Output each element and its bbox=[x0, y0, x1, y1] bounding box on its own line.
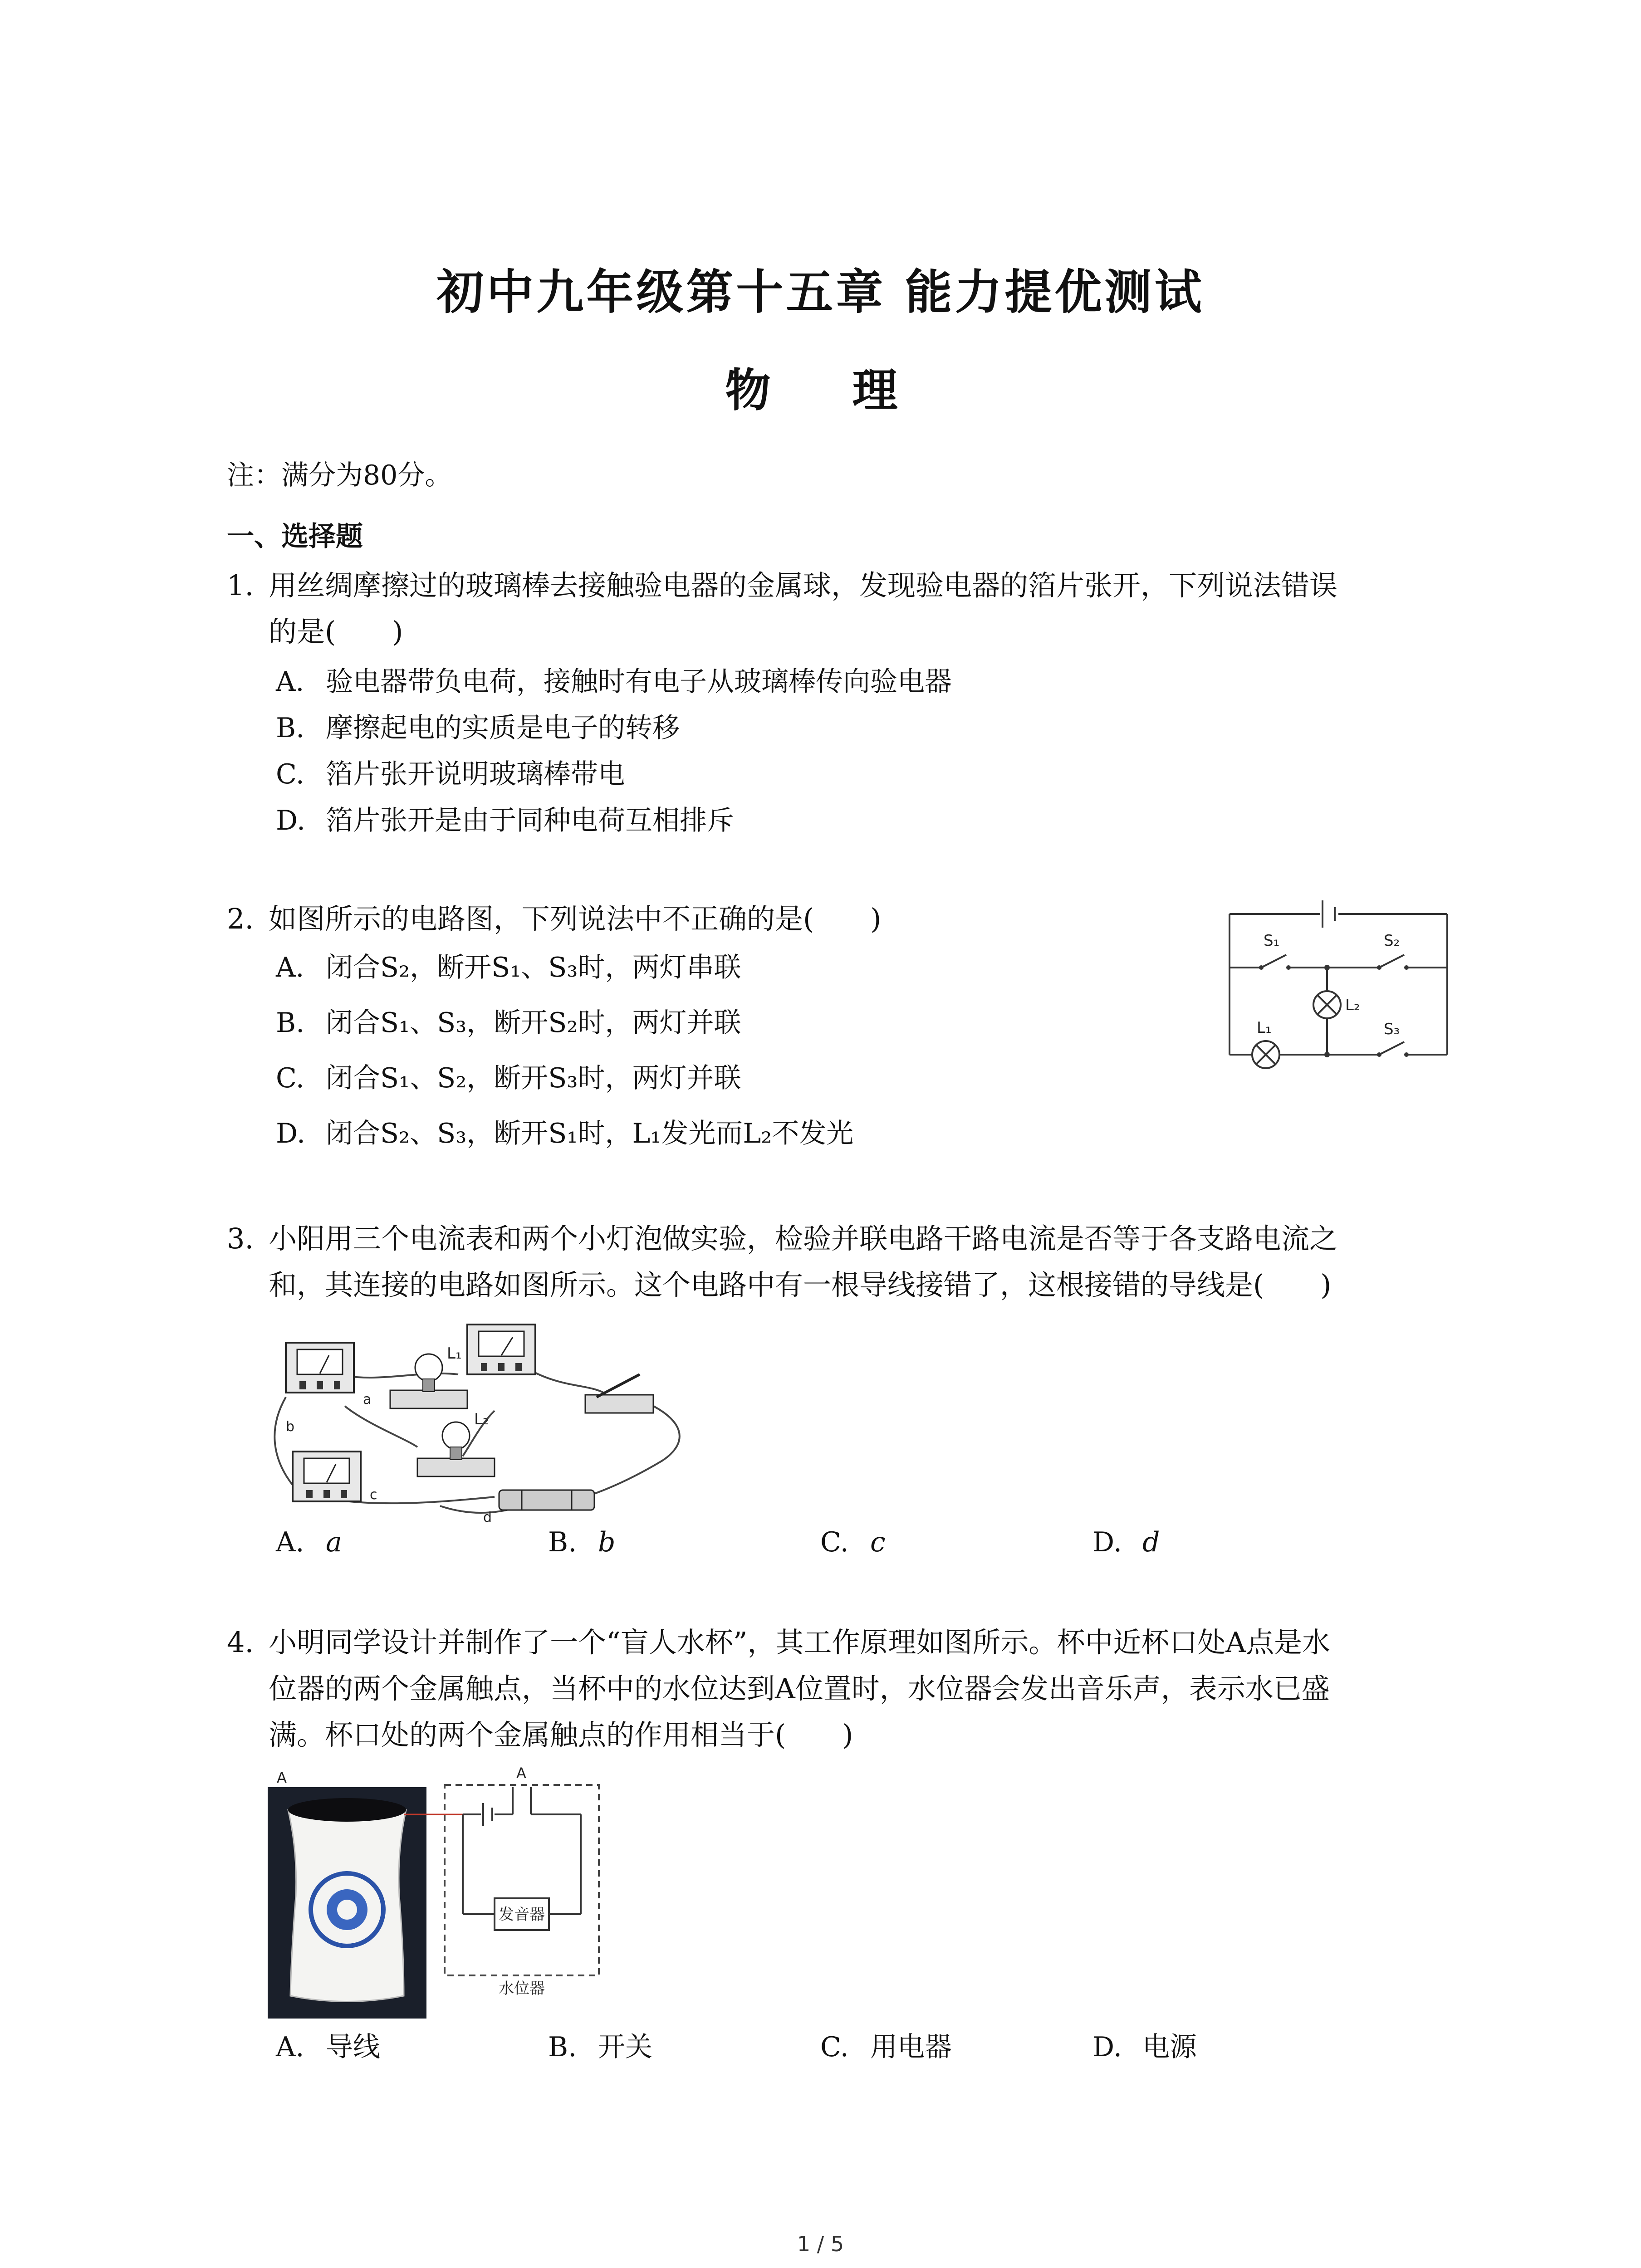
ammeter-icon bbox=[286, 1343, 354, 1393]
option-d[interactable]: D. d bbox=[1092, 1526, 1160, 1558]
score-note: 注：满分为80分。 bbox=[227, 459, 452, 491]
wire-label-b: b bbox=[286, 1419, 295, 1435]
option-b[interactable]: B. 开关 bbox=[548, 2031, 652, 2063]
option-d[interactable]: D. 闭合S₂、S₃，断开S₁时，L₁发光而L₂不发光 bbox=[276, 1118, 854, 1149]
question-number: 4. bbox=[227, 1626, 254, 1659]
option-d[interactable]: D. 箔片张开是由于同种电荷互相排斥 bbox=[276, 805, 734, 836]
ammeter-icon bbox=[293, 1452, 361, 1501]
page-title: 初中九年级第十五章 能力提优测试 bbox=[436, 264, 1205, 320]
wire-label-c: c bbox=[370, 1487, 377, 1503]
question-stem: 小明同学设计并制作了一个“盲人水杯”，其工作原理如图所示。杯中近杯口处A点是水 位器的两个金属触点，当杯中的水位达到A位置时，水位器会发出音乐声，表示水已盛 满。杯口处的两个金属触点的作用相当于( ) bbox=[269, 1626, 1331, 1751]
option-a[interactable]: A. 闭合S₂，断开S₁、S₃时，两灯串联 bbox=[276, 952, 741, 983]
question-stem: 用丝绸摩擦过的玻璃棒去接触验电器的金属球，发现验电器的箔片张开，下列说法错误 的是( ) bbox=[269, 569, 1338, 648]
battery-icon bbox=[499, 1490, 594, 1510]
option-c[interactable]: C. 箔片张开说明玻璃棒带电 bbox=[276, 758, 625, 790]
option-a[interactable]: A. 验电器带负电荷，接触时有电子从玻璃棒传向验电器 bbox=[276, 666, 952, 698]
label-point-a-photo: A bbox=[277, 1769, 287, 1786]
wire-label-d: d bbox=[483, 1510, 492, 1525]
label-l1: L₁ bbox=[1257, 1019, 1272, 1037]
option-b[interactable]: B. 闭合S₁、S₃，断开S₂时，两灯并联 bbox=[276, 1007, 741, 1039]
option-c[interactable]: C. 用电器 bbox=[820, 2031, 952, 2063]
subject-title: 物 理 bbox=[725, 363, 916, 417]
option-d[interactable]: D. 电源 bbox=[1092, 2031, 1197, 2063]
question-number: 3. bbox=[227, 1222, 254, 1255]
label-s3: S₃ bbox=[1384, 1020, 1400, 1038]
option-b[interactable]: B. 摩擦起电的实质是电子的转移 bbox=[276, 712, 680, 744]
circuit-diagram-q2 bbox=[1216, 887, 1461, 1082]
label-l2: L₂ bbox=[1345, 996, 1360, 1014]
question-number: 2. bbox=[227, 902, 254, 935]
option-c[interactable]: C. c bbox=[820, 1526, 886, 1558]
ammeter-icon bbox=[467, 1325, 535, 1374]
question-number: 1. bbox=[227, 569, 254, 602]
switch-icon bbox=[585, 1374, 653, 1413]
option-b[interactable]: B. b bbox=[548, 1526, 616, 1558]
label-s2: S₂ bbox=[1384, 932, 1400, 950]
water-cup-figure-q4 bbox=[268, 1760, 612, 2023]
section-heading: 一、选择题 bbox=[227, 521, 363, 552]
wire-label-a: a bbox=[363, 1392, 372, 1408]
label-l2: L₂ bbox=[474, 1410, 489, 1428]
experiment-figure-q3 bbox=[268, 1315, 703, 1529]
option-c[interactable]: C. 闭合S₁、S₂，断开S₃时，两灯并联 bbox=[276, 1062, 741, 1094]
option-a[interactable]: A. a bbox=[276, 1526, 342, 1558]
label-water-level-device: 水位器 bbox=[499, 1980, 545, 1998]
question-stem: 小阳用三个电流表和两个小灯泡做实验，检验并联电路干路电流是否等于各支路电流之 和，其连接的电路如图所示。这个电路中有一根导线接错了，这根接错的导线是( ) bbox=[269, 1222, 1338, 1301]
option-a[interactable]: A. 导线 bbox=[276, 2031, 380, 2063]
label-s1: S₁ bbox=[1264, 932, 1280, 950]
label-l1: L₁ bbox=[447, 1344, 462, 1363]
page-number: 1 / 5 bbox=[797, 2232, 844, 2256]
bulb-icon bbox=[417, 1422, 495, 1476]
label-point-a-circuit: A bbox=[516, 1765, 526, 1782]
label-buzzer: 发音器 bbox=[499, 1906, 545, 1924]
question-stem: 如图所示的电路图，下列说法中不正确的是( ) bbox=[269, 902, 882, 935]
